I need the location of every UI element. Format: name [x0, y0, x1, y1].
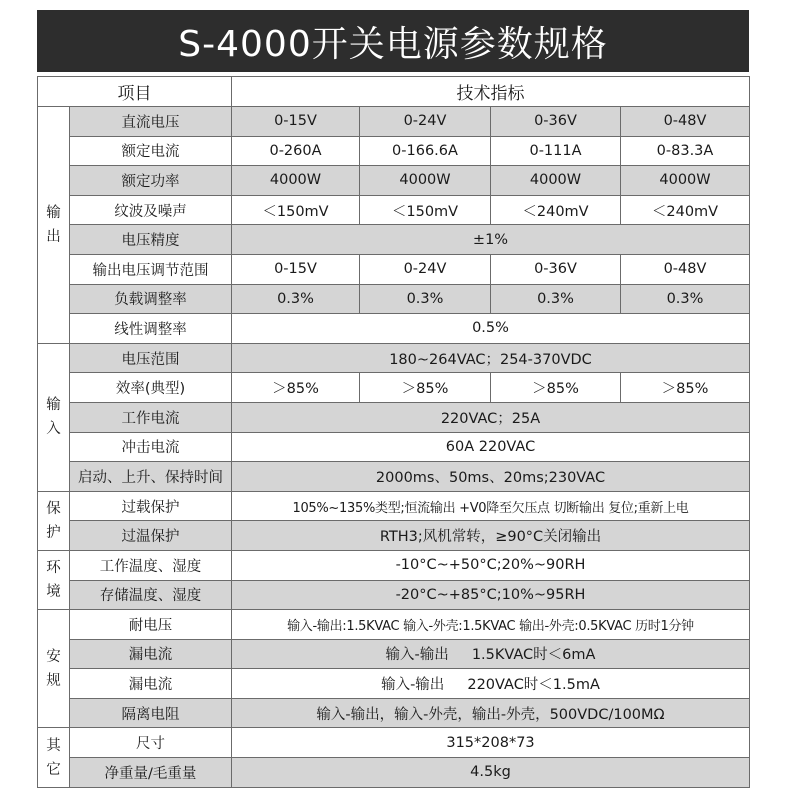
value-cell: 4000W [360, 166, 491, 196]
value-cell: 0.3% [621, 284, 750, 314]
page-title: S-4000开关电源参数规格 [37, 10, 749, 72]
table-row [38, 432, 750, 462]
table-row [38, 669, 750, 699]
value-cell: ＞85% [232, 373, 360, 403]
value-cell: 2000ms、50ms、20ms;230VAC [232, 462, 750, 492]
table-row [38, 491, 750, 521]
table-row [38, 698, 750, 728]
value-cell: 0-48V [621, 254, 750, 284]
spec-table [37, 76, 750, 788]
value-cell: 0.3% [232, 284, 360, 314]
param-label: 过温保护 [70, 521, 232, 551]
param-label: 电压精度 [70, 225, 232, 255]
param-label: 线性调整率 [70, 314, 232, 344]
value-cell: 4.5kg [232, 758, 750, 788]
value-cell: 4000W [491, 166, 621, 196]
param-label: 冲击电流 [70, 432, 232, 462]
group-protection: 保 护 [38, 491, 70, 550]
value-cell: ＞85% [621, 373, 750, 403]
header-item: 项目 [38, 77, 232, 107]
group-environment: 环 境 [38, 550, 70, 609]
table-row [38, 136, 750, 166]
value-cell: 输入-输出 1.5KVAC时＜6mA [232, 639, 750, 669]
table-row [38, 402, 750, 432]
value-cell: 0-36V [491, 107, 621, 137]
param-label: 存储温度、湿度 [70, 580, 232, 610]
table-row [38, 758, 750, 788]
value-cell: 180~264VAC；254-370VDC [232, 343, 750, 373]
group-input: 输 入 [38, 343, 70, 491]
table-row [38, 195, 750, 225]
value-cell: 0-260A [232, 136, 360, 166]
value-cell: 0-24V [360, 107, 491, 137]
value-cell: 105%~135%类型;恒流输出 +V0降至欠压点 切断输出 复位;重新上电 [232, 491, 750, 521]
param-label: 漏电流 [70, 639, 232, 669]
group-output: 输 出 [38, 107, 70, 344]
param-label: 负载调整率 [70, 284, 232, 314]
param-label: 隔离电阻 [70, 698, 232, 728]
param-label: 启动、上升、保持时间 [70, 462, 232, 492]
table-row [38, 107, 750, 137]
table-row [38, 314, 750, 344]
table-row [38, 166, 750, 196]
value-cell: ＞85% [491, 373, 621, 403]
value-cell: 0-83.3A [621, 136, 750, 166]
value-cell: ＜150mV [360, 195, 491, 225]
value-cell: ＜240mV [621, 195, 750, 225]
value-cell: 315*208*73 [232, 728, 750, 758]
param-label: 工作温度、湿度 [70, 550, 232, 580]
table-row [38, 225, 750, 255]
table-row [38, 284, 750, 314]
param-label: 漏电流 [70, 669, 232, 699]
group-safety: 安 规 [38, 610, 70, 728]
param-label: 尺寸 [70, 728, 232, 758]
value-cell: 0.3% [360, 284, 491, 314]
table-header-row [38, 77, 750, 107]
value-cell: 0-166.6A [360, 136, 491, 166]
table-row [38, 254, 750, 284]
table-row [38, 580, 750, 610]
table-row [38, 373, 750, 403]
value-cell: 0.5% [232, 314, 750, 344]
param-label: 额定电流 [70, 136, 232, 166]
value-cell: 0-15V [232, 107, 360, 137]
value-cell: ＜150mV [232, 195, 360, 225]
value-cell: -10°C~+50°C;20%~90RH [232, 550, 750, 580]
value-cell: 0.3% [491, 284, 621, 314]
value-cell: 0-36V [491, 254, 621, 284]
param-label: 输出电压调节范围 [70, 254, 232, 284]
value-cell: ＜240mV [491, 195, 621, 225]
value-cell: 0-24V [360, 254, 491, 284]
table-row [38, 550, 750, 580]
value-cell: ＞85% [360, 373, 491, 403]
param-label: 电压范围 [70, 343, 232, 373]
value-cell: 60A 220VAC [232, 432, 750, 462]
value-cell: 0-48V [621, 107, 750, 137]
table-row [38, 462, 750, 492]
value-cell: 4000W [621, 166, 750, 196]
group-other: 其 它 [38, 728, 70, 787]
param-label: 工作电流 [70, 402, 232, 432]
value-cell: 0-111A [491, 136, 621, 166]
table-row [38, 610, 750, 640]
param-label: 耐电压 [70, 610, 232, 640]
param-label: 纹波及噪声 [70, 195, 232, 225]
param-label: 效率(典型) [70, 373, 232, 403]
table-row [38, 728, 750, 758]
value-cell: 220VAC；25A [232, 402, 750, 432]
value-cell: 4000W [232, 166, 360, 196]
value-cell: ±1% [232, 225, 750, 255]
value-cell: 0-15V [232, 254, 360, 284]
value-cell: 输入-输出，输入-外壳，输出-外壳，500VDC/100MΩ [232, 698, 750, 728]
table-row [38, 639, 750, 669]
param-label: 额定功率 [70, 166, 232, 196]
value-cell: RTH3;风机常转，≥90°C关闭输出 [232, 521, 750, 551]
table-row [38, 521, 750, 551]
value-cell: 输入-输出 220VAC时＜1.5mA [232, 669, 750, 699]
value-cell: 输入-输出:1.5KVAC 输入-外壳:1.5KVAC 输出-外壳:0.5KVAC 历时1分钟 [232, 610, 750, 640]
param-label: 过载保护 [70, 491, 232, 521]
param-label: 净重量/毛重量 [70, 758, 232, 788]
param-label: 直流电压 [70, 107, 232, 137]
header-spec: 技术指标 [232, 77, 750, 107]
table-row [38, 343, 750, 373]
value-cell: -20°C~+85°C;10%~95RH [232, 580, 750, 610]
